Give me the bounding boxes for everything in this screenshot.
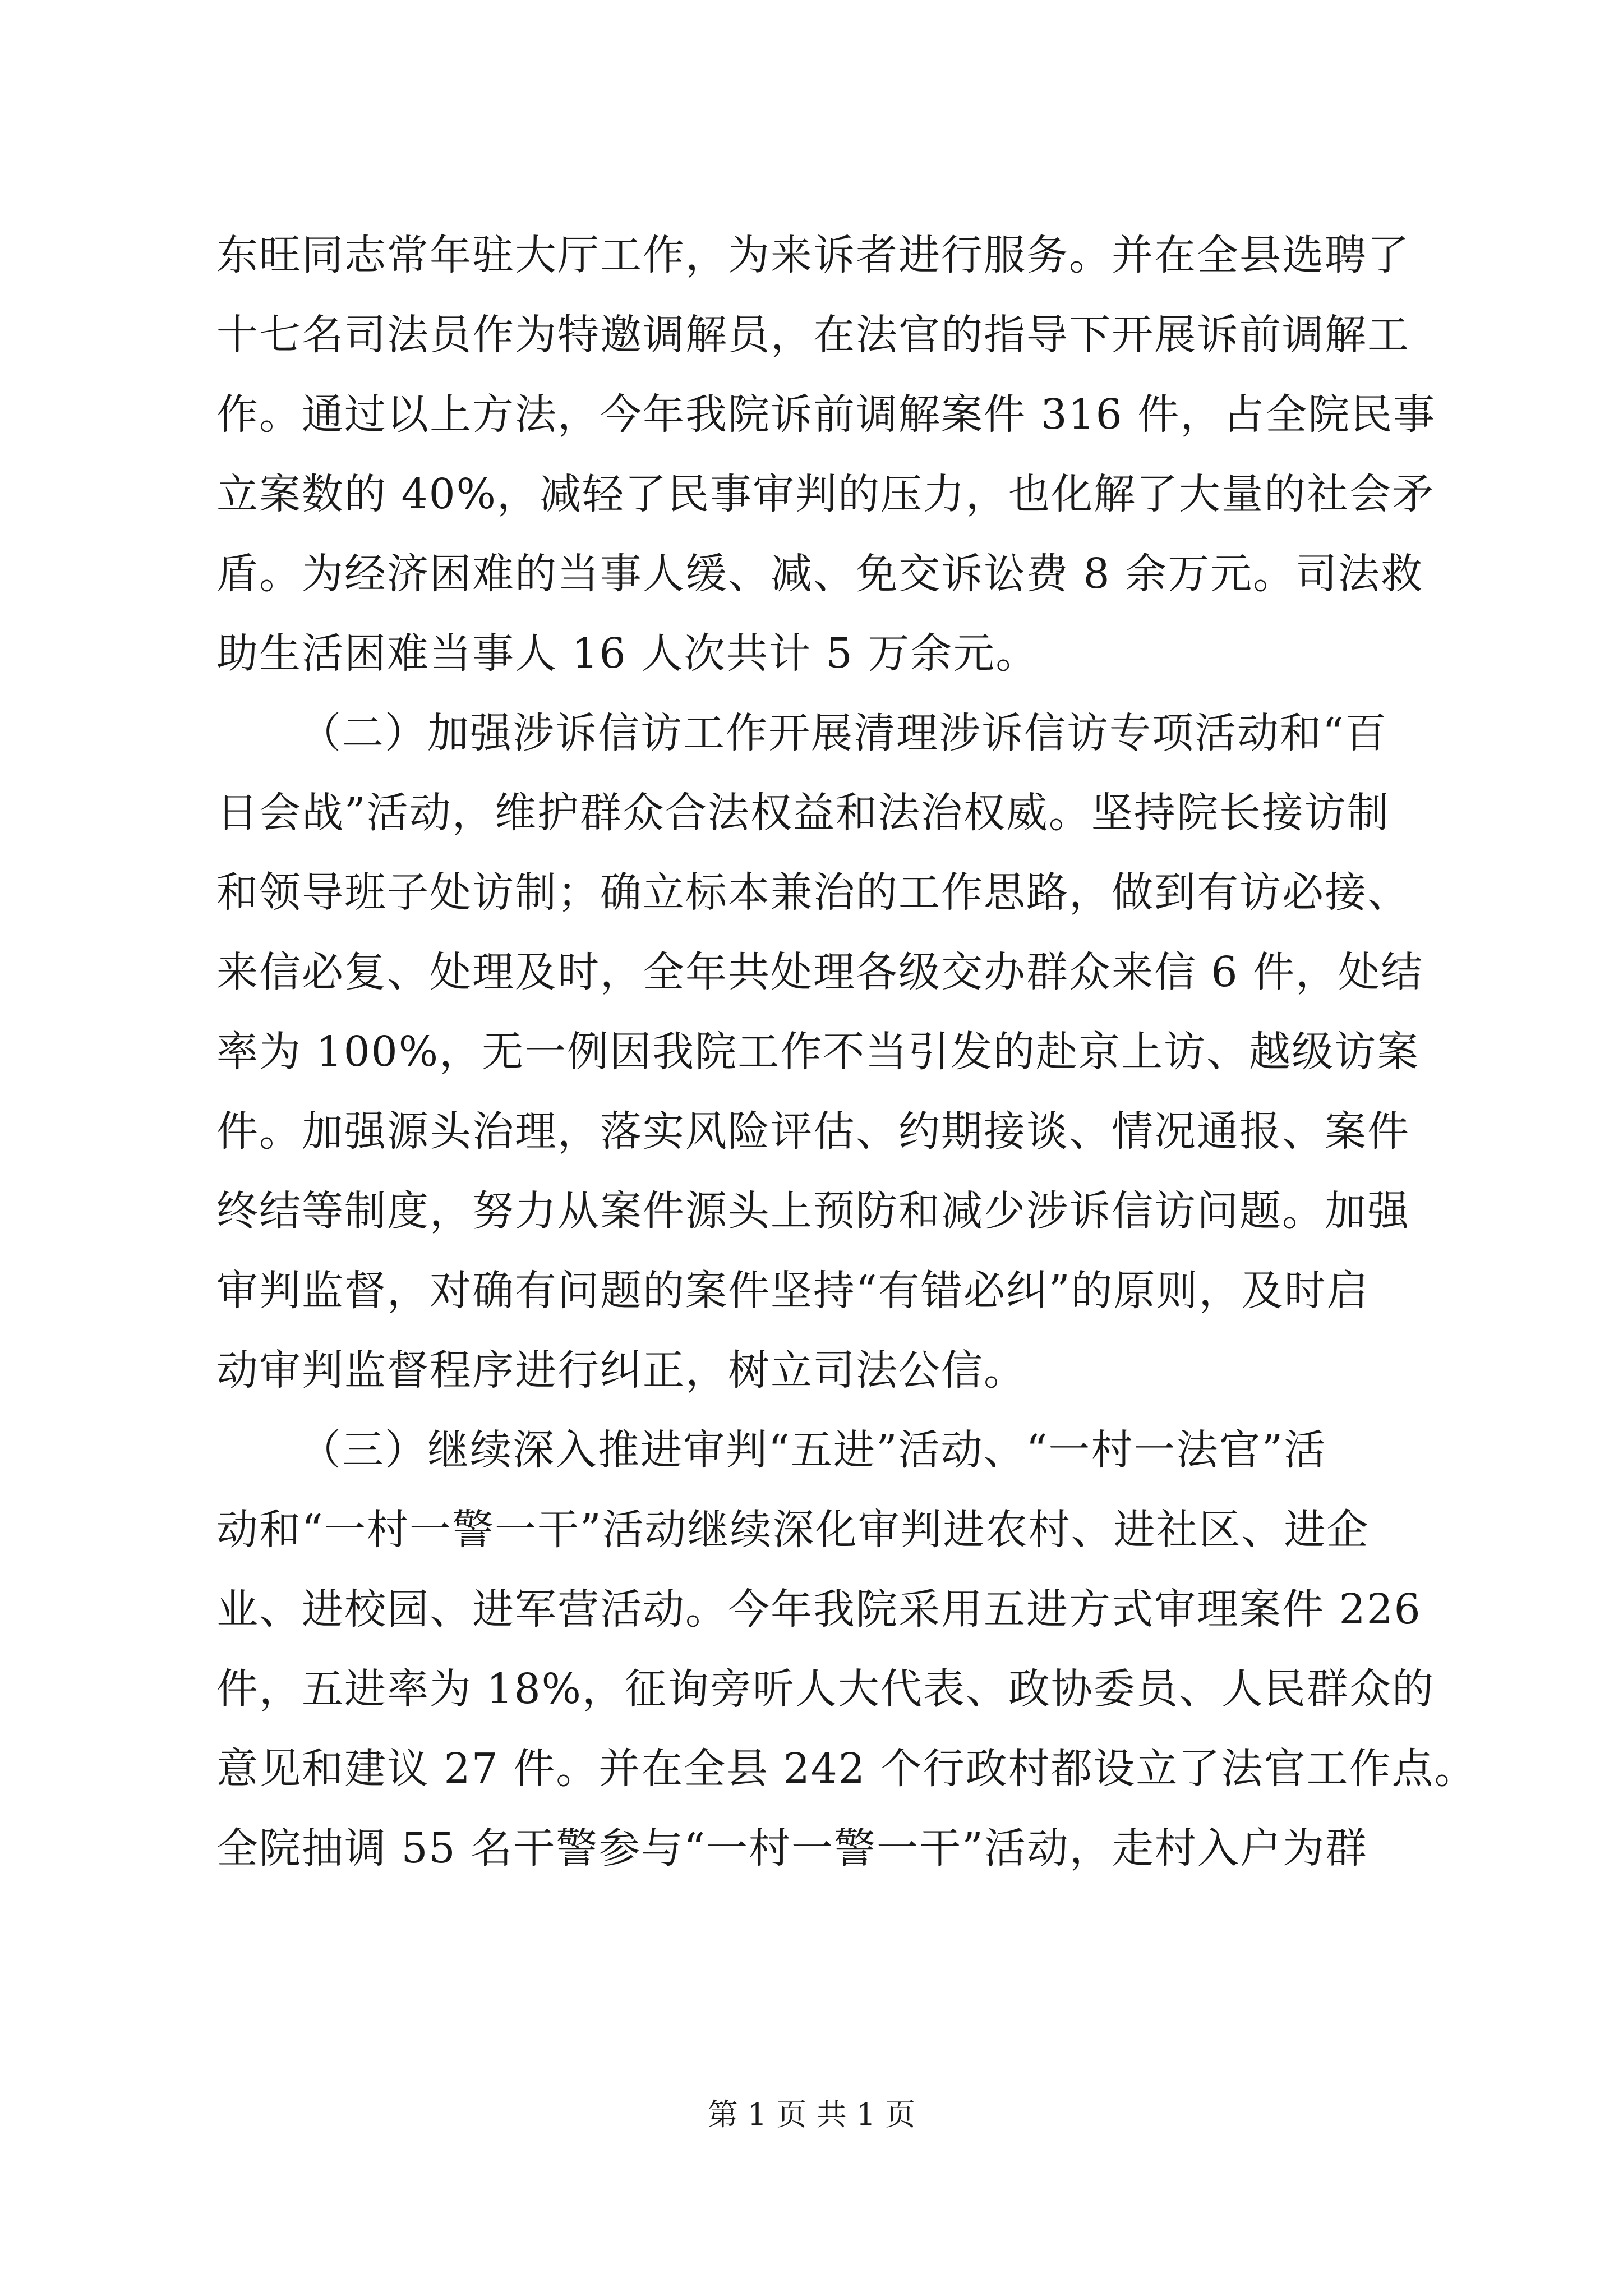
text-line: 率为 100%，无一例因我院工作不当引发的赴京上访、越级访案 [216,1028,1420,1076]
text-line: 终结等制度，努力从案件源头上预防和减少涉诉信访问题。加强 [216,1187,1410,1235]
text-line: 作。通过以上方法，今年我院诉前调解案件 316 件，占全院民事 [216,390,1436,439]
text-line: 动和“一村一警一干”活动继续深化审判进农村、进社区、进企 [216,1506,1370,1554]
text-line: 件，五进率为 18%，征询旁听人大代表、政协委员、人民群众的 [216,1665,1435,1713]
text-line: 东旺同志常年驻大厅工作，为来诉者进行服务。并在全县选聘了 [216,231,1410,279]
page-footer: 第 1 页 共 1 页 [707,2097,916,2132]
text-line: 来信必复、处理及时，全年共处理各级交办群众来信 6 件，处结 [216,948,1424,996]
text-line: 日会战”活动，维护群众合法权益和法治权威。坚持院长接访制 [216,789,1390,837]
document-body [216,215,1477,1888]
text-line: 立案数的 40%，减轻了民事审判的压力，也化解了大量的社会矛 [216,470,1435,518]
text-line: 动审判监督程序进行纠正，树立司法公信。 [216,1346,1026,1395]
text-line: 审判监督，对确有问题的案件坚持“有错必纠”的原则，及时启 [216,1267,1370,1315]
text-line: 件。加强源头治理，落实风险评估、约期接谈、情况通报、案件 [216,1107,1410,1156]
text-line: 全院抽调 55 名干警参与“一村一警一干”活动，走村入户为群 [216,1824,1368,1872]
text-line: 意见和建议 27 件。并在全县 242 个行政村都设立了法官工作点。 [216,1745,1477,1793]
text-line: 业、进校园、进军营活动。今年我院采用五进方式审理案件 226 [216,1585,1422,1634]
text-line: 十七名司法员作为特邀调解员，在法官的指导下开展诉前调解工 [216,311,1410,359]
text-line: 盾。为经济困难的当事人缓、减、免交诉讼费 8 余万元。司法救 [216,550,1424,598]
paragraph-heading-line: （二）加强涉诉信访工作开展清理涉诉信访专项活动和“百 [299,709,1387,757]
text-line: 和领导班子处访制；确立标本兼治的工作思路，做到有访必接、 [216,868,1410,917]
paragraph-heading-line: （三）继续深入推进审判“五进”活动、“一村一法官”活 [299,1426,1327,1474]
text-line: 助生活困难当事人 16 人次共计 5 万余元。 [216,629,1039,678]
